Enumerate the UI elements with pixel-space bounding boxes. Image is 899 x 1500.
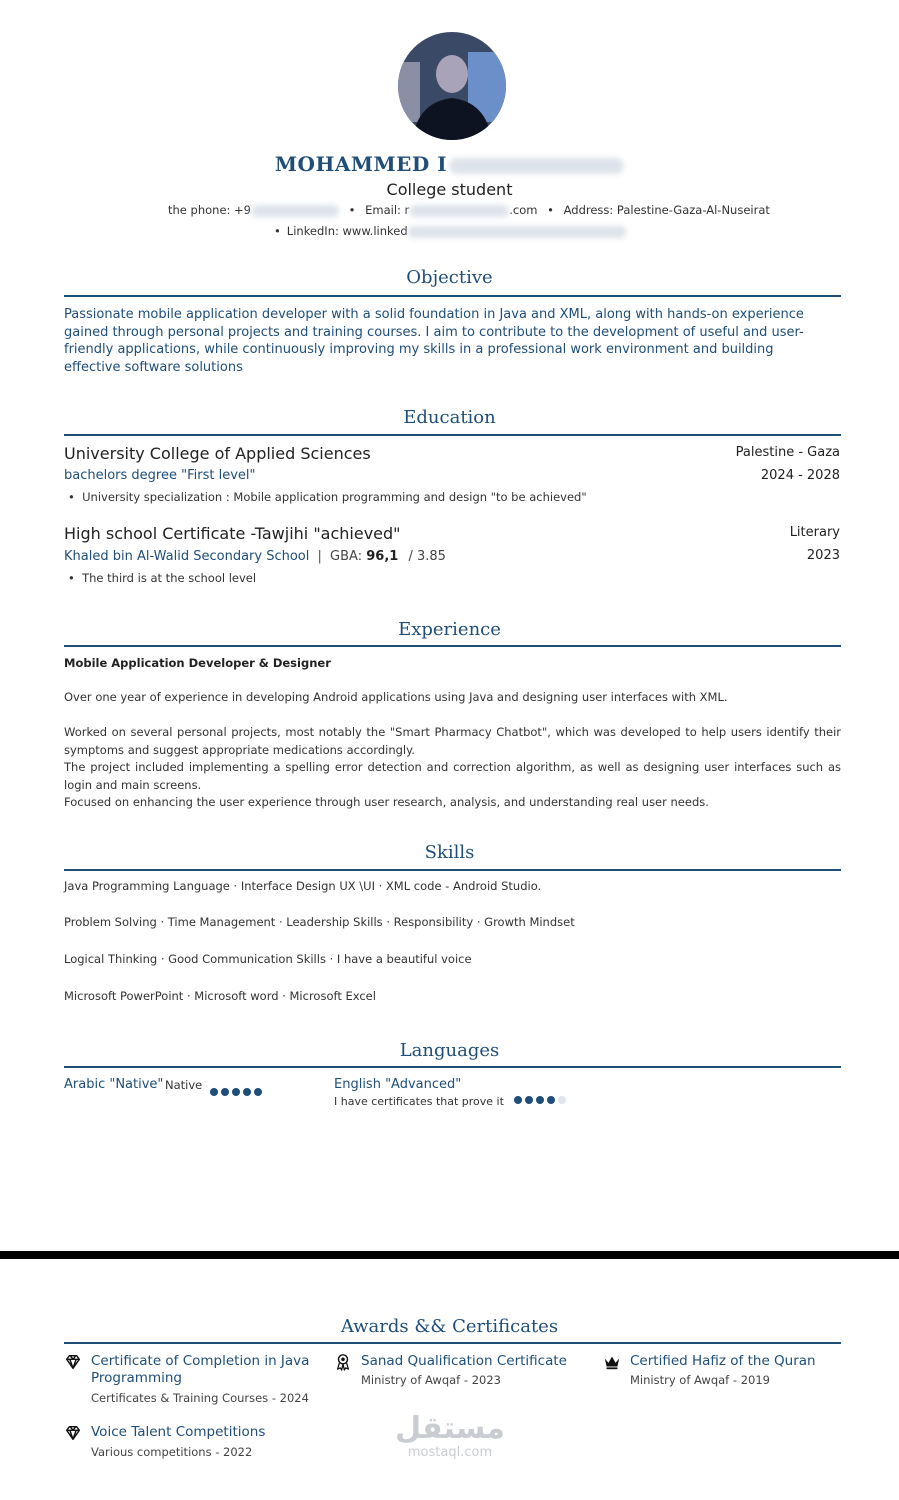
skills-line-3: Logical Thinking · Good Communication Skills · I have a beautiful voice xyxy=(64,952,472,966)
diamond-icon xyxy=(64,1424,82,1446)
rating-dot xyxy=(254,1088,262,1096)
objective-divider xyxy=(64,295,841,297)
skills-divider xyxy=(64,869,841,871)
rating-dot xyxy=(536,1096,544,1104)
skills-heading: Skills xyxy=(424,842,475,863)
candidate-title: College student xyxy=(386,180,513,199)
language-english-rating xyxy=(514,1089,569,1108)
language-arabic-level-text: Native xyxy=(165,1078,203,1092)
skills-line-1: Java Programming Language · Interface Design UX \UI · XML code - Android Studio. xyxy=(64,879,542,893)
experience-p3: The project included implementing a spelling error detection and correction algorithm, as well as designing user interfaces such as login and main screens. xyxy=(64,760,841,792)
diamond-icon xyxy=(64,1353,82,1375)
edu-2-details: Khaled bin Al-Walid Secondary School | GBA: 96,1 / 3.85 xyxy=(64,549,446,564)
address-label: Address: Palestine-Gaza-Al-Nuseirat xyxy=(563,203,770,217)
email-label: Email: r xyxy=(365,203,410,217)
rating-dot xyxy=(221,1088,229,1096)
award-1-title: Certificate of Completion in Java Programming xyxy=(91,1353,310,1386)
contact-line-1: the phone: +9 • Email: r .com • Address: Palestine-Gaza-Al-Nuseirat xyxy=(168,203,770,217)
linkedin-link[interactable]: LinkedIn: www.linked xyxy=(286,224,408,238)
rating-dot xyxy=(558,1096,566,1104)
edu-2-year: 2023 xyxy=(806,548,840,563)
awards-heading: Awards && Certificates xyxy=(340,1316,559,1337)
experience-p2: Worked on several personal projects, most notably the "Smart Pharmacy Chatbot", which was developed to help users identify their symptoms and suggest appropriate medications accordingly. xyxy=(64,725,841,757)
candidate-name: MOHAMMED I xyxy=(0,152,899,176)
award-3-sub: Ministry of Awqaf - 2019 xyxy=(630,1373,770,1387)
objective-heading: Objective xyxy=(406,267,493,288)
education-divider xyxy=(64,434,841,436)
language-english-note: I have certificates that prove it xyxy=(334,1095,504,1108)
languages-heading: Languages xyxy=(399,1040,500,1061)
edu-1-bullet: • University specialization : Mobile application programming and design "to be achieved" xyxy=(68,490,587,504)
edu-1-location: Palestine - Gaza xyxy=(735,445,840,460)
page-break-bar xyxy=(0,1251,899,1259)
rating-dot xyxy=(547,1096,555,1104)
experience-divider xyxy=(64,645,841,647)
award-3-title: Certified Hafiz of the Quran xyxy=(630,1353,816,1369)
profile-photo xyxy=(398,32,506,140)
award-1-sub: Certificates & Training Courses - 2024 xyxy=(91,1391,309,1405)
objective-text: Passionate mobile application developer with a solid foundation in Java and XML, along with hands-on experience gained through personal projects and training courses. I aim to contribute to the development of useful and user-friendly applications, while continuously improving my skills in a professional work environment and building effective software solutions xyxy=(64,307,804,375)
award-4-title: Voice Talent Competitions xyxy=(91,1424,266,1440)
edu-2-bullet: • The third is at the school level xyxy=(68,571,257,585)
rating-dot xyxy=(525,1096,533,1104)
awards-divider xyxy=(64,1342,841,1344)
experience-role: Mobile Application Developer & Designer xyxy=(64,656,331,670)
edu-1-school: University College of Applied Sciences xyxy=(64,444,371,463)
language-english: English "Advanced" xyxy=(334,1077,462,1092)
medal-icon xyxy=(334,1353,352,1375)
award-2-title: Sanad Qualification Certificate xyxy=(361,1353,567,1369)
crown-icon xyxy=(603,1353,621,1375)
education-heading: Education xyxy=(403,407,496,428)
edu-1-dates: 2024 - 2028 xyxy=(760,468,840,483)
languages-divider xyxy=(64,1066,841,1068)
rating-dot xyxy=(232,1088,240,1096)
experience-p1: Over one year of experience in developing Android applications using Java and designing user interfaces with XML. xyxy=(64,690,728,704)
edu-2-school: High school Certificate -Tawjihi "achieved" xyxy=(64,524,401,543)
rating-dot xyxy=(514,1096,522,1104)
language-arabic: Arabic "Native" xyxy=(64,1077,164,1092)
rating-dot xyxy=(210,1088,218,1096)
award-2-sub: Ministry of Awqaf - 2023 xyxy=(361,1373,501,1387)
experience-heading: Experience xyxy=(398,619,501,640)
edu-1-degree: bachelors degree "First level" xyxy=(64,468,256,483)
rating-dot xyxy=(243,1088,251,1096)
language-arabic-rating xyxy=(210,1081,265,1100)
contact-line-2: • LinkedIn: www.linked xyxy=(274,224,626,238)
skills-line-4: Microsoft PowerPoint · Microsoft word · Microsoft Excel xyxy=(64,989,376,1003)
edu-2-track: Literary xyxy=(789,525,840,540)
skills-line-2: Problem Solving · Time Management · Leadership Skills · Responsibility · Growth Mindset xyxy=(64,915,575,929)
experience-p4: Focused on enhancing the user experience through user research, analysis, and understanding real user needs. xyxy=(64,795,709,809)
award-4-sub: Various competitions - 2022 xyxy=(91,1445,253,1459)
phone-label: the phone: +9 xyxy=(168,203,251,217)
mostaql-watermark: مستقل mostaql.com xyxy=(395,1411,505,1460)
